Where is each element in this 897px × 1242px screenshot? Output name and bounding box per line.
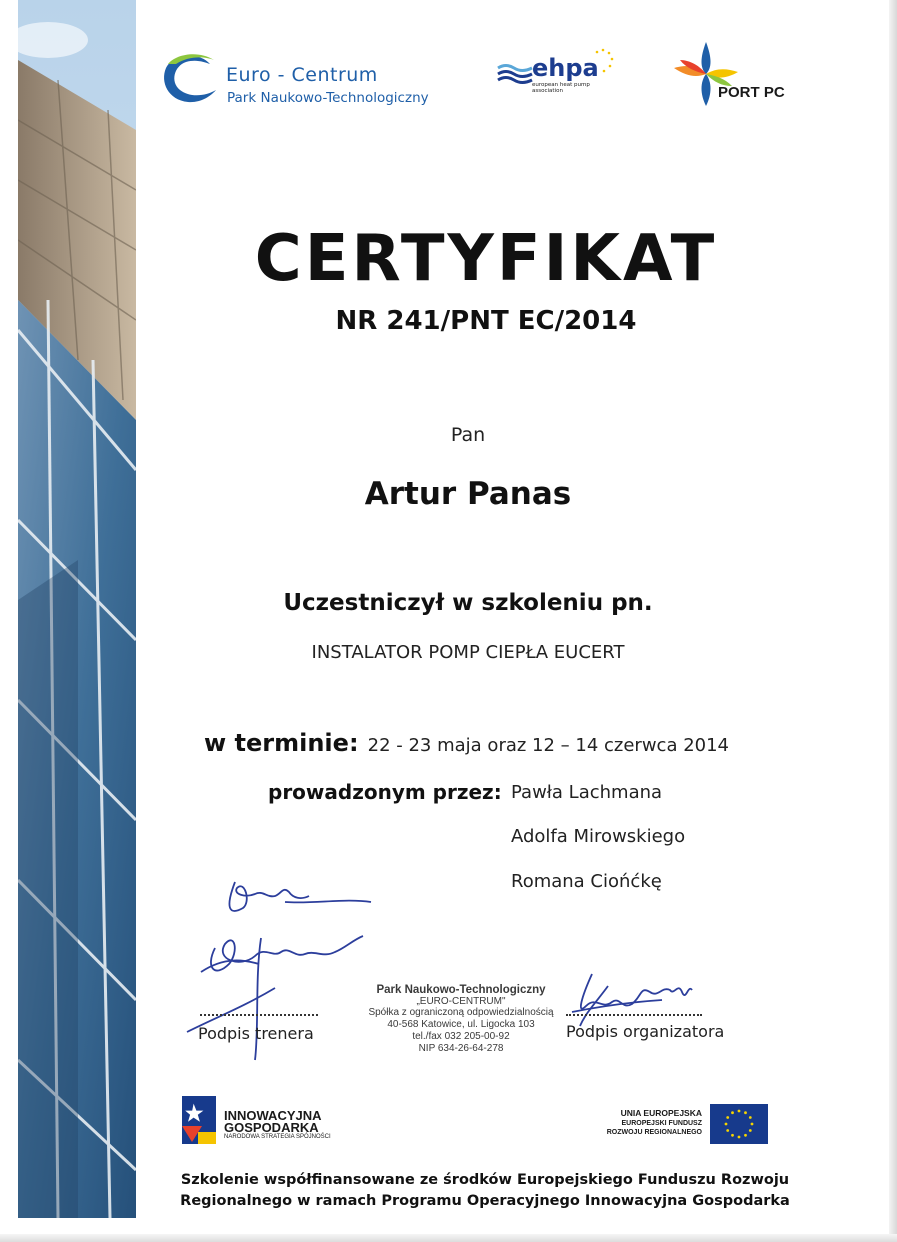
port-pc-name: PORT PC xyxy=(718,84,785,101)
ehpa-name: ehpa xyxy=(532,54,599,82)
trainer-signature-line xyxy=(200,1014,318,1016)
salutation: Pan xyxy=(450,424,486,446)
stamp-line: tel./fax 032 205-00-92 xyxy=(412,1031,510,1042)
innowacyjna-line: INNOWACYJNA xyxy=(224,1108,322,1123)
trainer-name: Pawła Lachmana xyxy=(511,782,663,803)
term-value: 22 - 23 maja oraz 12 – 14 czerwca 2014 xyxy=(367,735,730,756)
organizer-signature-line xyxy=(566,1014,702,1016)
participated-label: Uczestniczył w szkoleniu pn. xyxy=(283,590,653,616)
innowacyjna-gospodarka-logo xyxy=(182,1096,362,1148)
term-row xyxy=(204,729,729,757)
footer-line: Regionalnego w ramach Programu Operacyjnego Innowacyjna Gospodarka xyxy=(180,1193,790,1209)
trainer-signature-label: Podpis trenera xyxy=(198,1024,314,1043)
scan-bottom-edge xyxy=(0,1234,897,1242)
innowacyjna-gospodarka-icon xyxy=(182,1096,218,1144)
footer-line: Szkolenie współfinansowane ze środków Europejskiego Funduszu Rozwoju xyxy=(180,1172,790,1188)
trainer-name: Romana Ciońćkę xyxy=(511,871,662,892)
eu-line: ROZWOJU REGIONALNEGO xyxy=(606,1129,702,1136)
stamp-line: Spółka z ograniczoną odpowiedzialnością xyxy=(368,1007,554,1018)
eu-text xyxy=(607,1108,702,1137)
organizer-signature-label: Podpis organizatora xyxy=(566,1022,725,1041)
building-photo xyxy=(18,0,136,1218)
certificate-number: NR 241/PNT EC/2014 xyxy=(335,306,637,336)
ehpa-stars-icon xyxy=(592,48,614,74)
euro-centrum-swoosh-icon xyxy=(160,50,222,106)
stamp-line: 40-568 Katowice, ul. Ligocka 103 xyxy=(387,1019,535,1030)
led-by-label: prowadzonym przez: xyxy=(268,780,502,804)
ehpa-logo xyxy=(496,48,616,98)
company-stamp xyxy=(356,984,566,1055)
stamp-line: Park Naukowo-Technologiczny xyxy=(376,984,546,996)
eu-line: UNIA EUROPEJSKA xyxy=(620,1108,702,1118)
eu-line: EUROPEJSKI FUNDUSZ xyxy=(621,1120,702,1127)
scan-edge xyxy=(889,0,897,1242)
footer-note xyxy=(170,1170,800,1212)
eu-logo xyxy=(596,1104,776,1146)
certificate-title: CERTYFIKAT xyxy=(254,222,718,296)
euro-centrum-subtitle: Park Naukowo-Technologiczny xyxy=(227,90,429,106)
recipient-name: Artur Panas xyxy=(364,476,572,512)
ehpa-subtitle: european heat pump association xyxy=(532,82,590,94)
strategia-line: NARODOWA STRATEGIA SPÓJNOŚCI xyxy=(224,1134,331,1140)
euro-centrum-name: Euro - Centrum xyxy=(226,64,378,86)
stamp-line: „EURO-CENTRUM" xyxy=(416,996,506,1007)
eu-flag-icon xyxy=(710,1104,768,1144)
building-photo-image xyxy=(18,0,136,1218)
ehpa-waves-icon xyxy=(496,60,536,90)
course-name: INSTALATOR POMP CIEPŁA EUCERT xyxy=(311,642,625,663)
stamp-line: NIP 634-26-64-278 xyxy=(418,1043,504,1054)
term-label: w terminie: xyxy=(204,729,359,757)
trainer-name: Adolfa Mirowskiego xyxy=(511,826,686,847)
euro-centrum-logo xyxy=(160,50,450,110)
port-pc-logo xyxy=(670,38,800,110)
gospodarka-line: GOSPODARKA xyxy=(224,1120,319,1135)
